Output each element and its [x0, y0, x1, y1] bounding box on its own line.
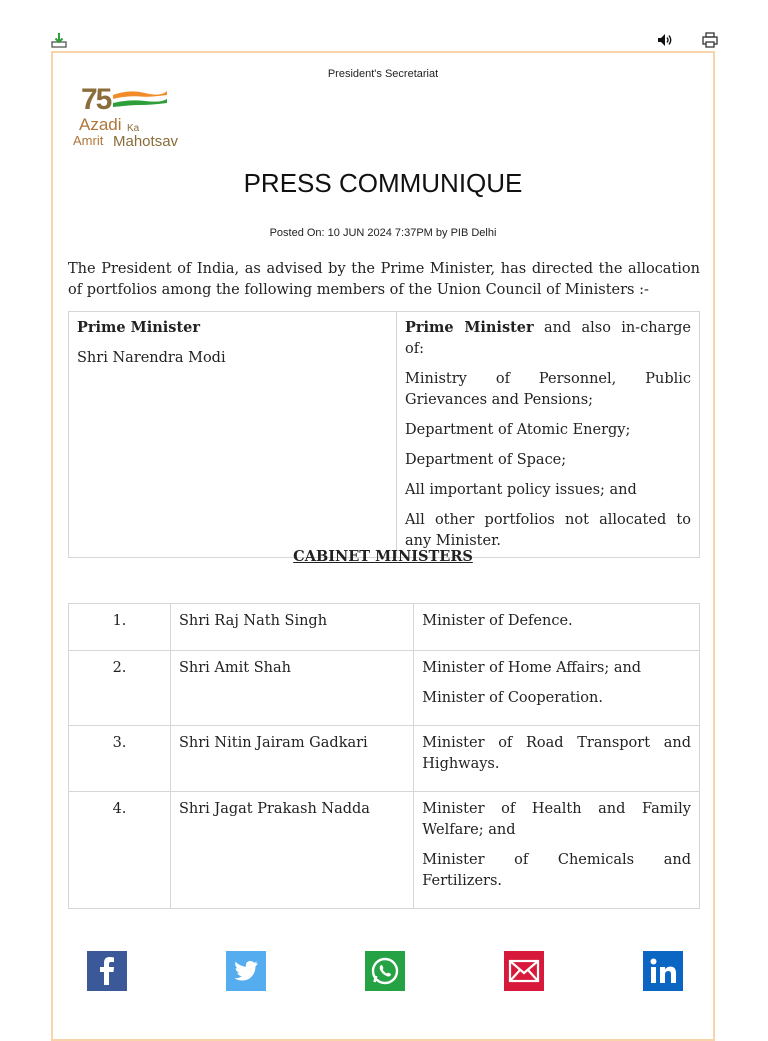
pm-name: Shri Narendra Modi: [77, 350, 226, 366]
portfolio-item: Ministry of Personnel, Public Grievances and Pensions;: [405, 371, 691, 408]
row-number: 4.: [69, 792, 171, 909]
linkedin-icon[interactable]: [643, 951, 683, 991]
minister-name: Shri Amit Shah: [170, 651, 413, 726]
table-row: [69, 312, 700, 558]
facebook-icon[interactable]: [87, 951, 127, 991]
table-row: [69, 604, 700, 651]
table-row: [69, 651, 700, 726]
minister-name: Shri Raj Nath Singh: [170, 604, 413, 651]
portfolio-item: Minister of Home Affairs; and: [422, 660, 642, 676]
logo-azadi-text: Azadi: [79, 115, 122, 134]
portfolio-item: Department of Atomic Energy;: [405, 422, 631, 438]
print-icon[interactable]: [701, 31, 719, 49]
download-icon[interactable]: [50, 31, 68, 49]
portfolio-item: Department of Space;: [405, 452, 567, 468]
flag-icon: [111, 89, 169, 109]
minister-name: Shri Nitin Jairam Gadkari: [170, 726, 413, 792]
press-release-container: [51, 51, 715, 1041]
portfolio-cell: [414, 651, 700, 726]
portfolio-cell: [414, 726, 700, 792]
page-title: PRESS COMMUNIQUE: [243, 168, 523, 198]
intro-paragraph: The President of India, as advised by the Prime Minister, has directed the allocation of portfolios among the following members of the Union Council of Ministers :-: [68, 261, 700, 298]
portfolio-item: Minister of Defence.: [422, 613, 573, 629]
table-row: [69, 792, 700, 909]
portfolio-cell: [414, 604, 700, 651]
pm-name-cell: [69, 312, 397, 558]
logo-amrit-text: Amrit: [73, 133, 104, 148]
portfolio-cell: [414, 792, 700, 909]
pm-right-heading: Prime Minister: [405, 319, 534, 336]
cabinet-ministers-table: [68, 603, 700, 909]
posted-date: Posted On: 10 JUN 2024 7:37PM by PIB Delhi: [269, 227, 497, 239]
prime-minister-table: [68, 311, 700, 558]
minister-name: Shri Jagat Prakash Nadda: [170, 792, 413, 909]
logo-mahotsav-text: Mahotsav: [113, 133, 179, 150]
row-number: 3.: [69, 726, 171, 792]
portfolio-item: Minister of Cooperation.: [422, 690, 603, 706]
portfolio-item: All important policy issues; and: [405, 482, 637, 498]
twitter-icon[interactable]: [226, 951, 266, 991]
logo-75-text: 75: [81, 83, 111, 116]
row-number: 1.: [69, 604, 171, 651]
azadi-ka-amrit-mahotsav-logo: [71, 81, 195, 153]
row-number: 2.: [69, 651, 171, 726]
cabinet-ministers-heading: CABINET MINISTERS: [293, 548, 473, 565]
whatsapp-icon[interactable]: [365, 951, 405, 991]
ministry-name: President's Secretariat: [327, 68, 439, 80]
pm-heading: Prime Minister: [77, 319, 201, 336]
toolbar: [0, 0, 768, 50]
speaker-icon[interactable]: [656, 31, 674, 49]
pm-portfolio-cell: [397, 312, 700, 558]
table-row: [69, 726, 700, 792]
portfolio-item: Minister of Health and Family Welfare; and: [422, 801, 691, 838]
share-bar: [87, 951, 687, 991]
logo-ka-text: Ka: [127, 123, 140, 134]
email-icon[interactable]: [504, 951, 544, 991]
portfolio-item: Minister of Chemicals and Fertilizers.: [422, 852, 691, 889]
pm-right-heading-rest: and also in-charge of:: [405, 320, 691, 357]
portfolio-item: All other portfolios not allocated to any Minister.: [405, 512, 691, 549]
portfolio-item: Minister of Road Transport and Highways.: [422, 735, 691, 772]
